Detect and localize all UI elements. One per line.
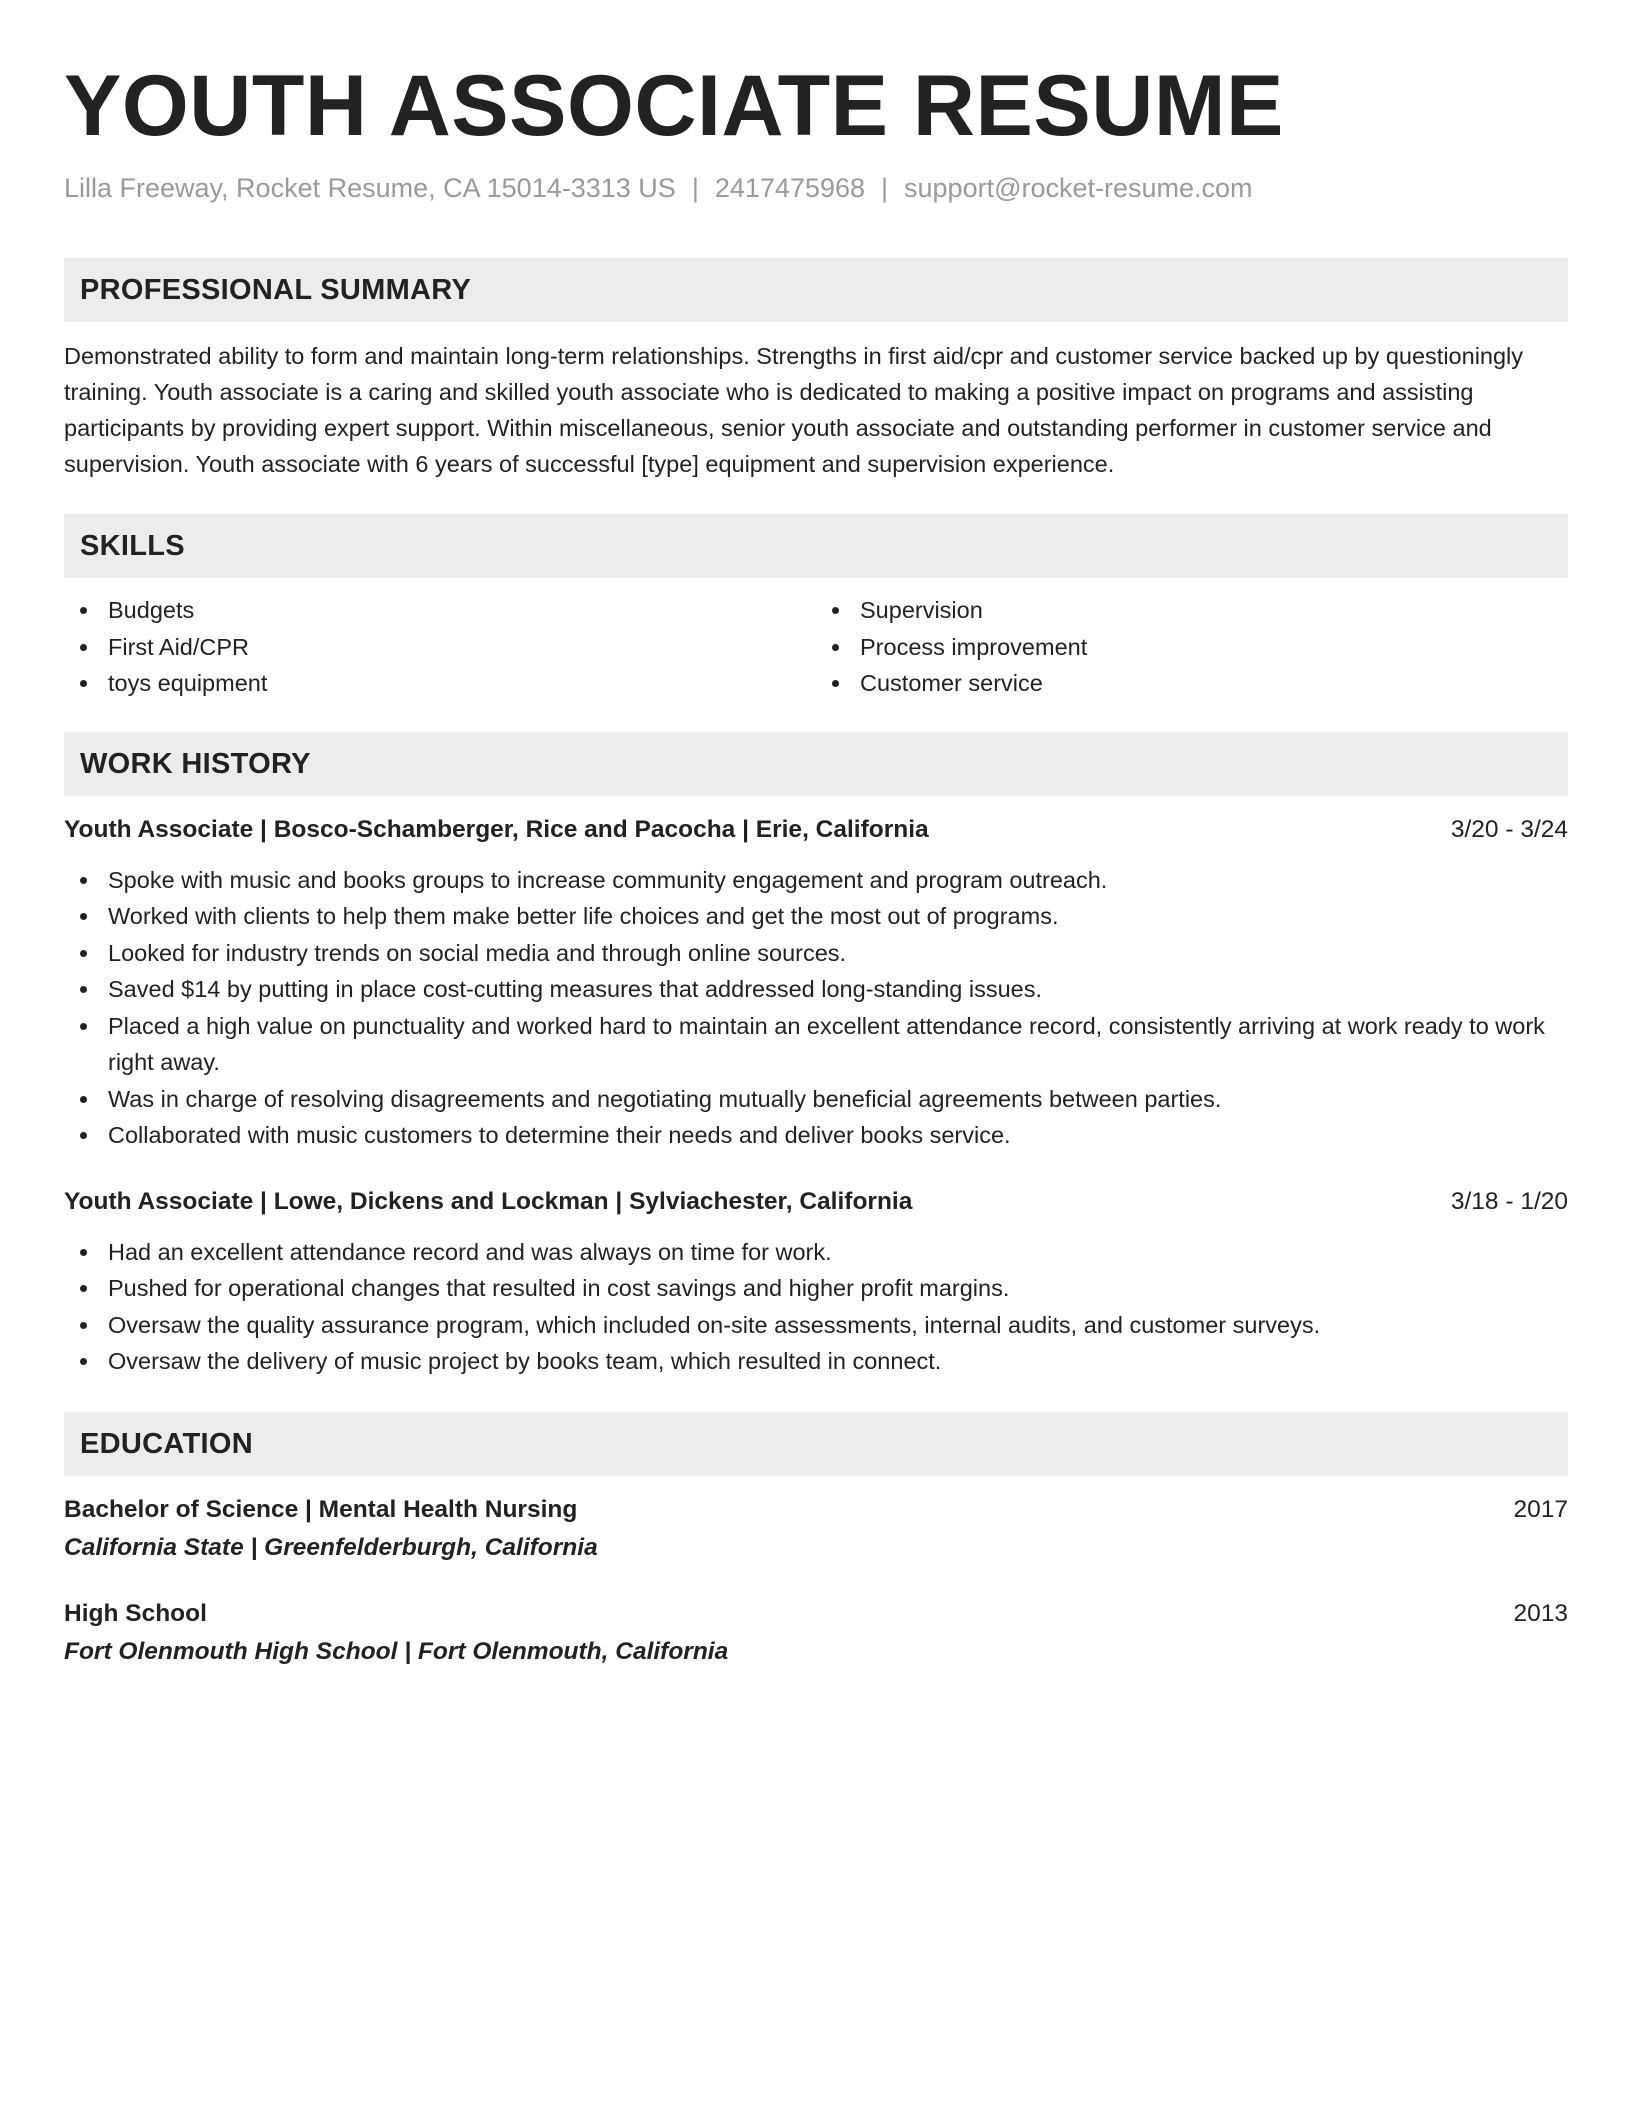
job-bullet: Worked with clients to help them make better life choices and get the most out of programs. [64, 898, 1568, 935]
contact-separator: | [691, 173, 699, 203]
resume-title: YOUTH ASSOCIATE RESUME [64, 58, 1284, 154]
contact-separator: | [881, 173, 889, 203]
education-degree: Bachelor of Science | Mental Health Nursing [64, 1495, 578, 1523]
job-bullet: Was in charge of resolving disagreements and negotiating mutually beneficial agreements between parties. [64, 1081, 1568, 1118]
job-bullet: Oversaw the quality assurance program, which included on-site assessments, internal audits, and customer surveys. [64, 1307, 1568, 1344]
skill-item: First Aid/CPR [64, 629, 816, 666]
education-entry [64, 1492, 1568, 1568]
education-entry [64, 1596, 1568, 1672]
job-title: Youth Associate | Bosco-Schamberger, Rice and Pacocha | Erie, California [64, 815, 929, 843]
skill-item: Process improvement [816, 629, 1568, 666]
summary-text: Demonstrated ability to form and maintain long-term relationships. Strengths in first aid/cpr and customer service backed up by questioningly training. Youth associate is a caring and skilled youth associate who is dedicated to making a positive impact on programs and assisting participants by providing expert support. Within miscellaneous, senior youth associate and outstanding performer in customer service and supervision. Youth associate with 6 years of successful [type] equipment and supervision experience. [64, 343, 1524, 477]
contact-phone: 2417475968 [714, 173, 865, 203]
job-dates: 3/18 - 1/20 [1450, 1187, 1568, 1215]
job-bullet: Oversaw the delivery of music project by books team, which resulted in connect. [64, 1343, 1568, 1380]
contact-email: support@rocket-resume.com [904, 173, 1253, 203]
job-bullet: Pushed for operational changes that resulted in cost savings and higher profit margins. [64, 1270, 1568, 1307]
job-header [64, 1184, 1568, 1220]
job-bullet: Saved $14 by putting in place cost-cutting measures that addressed long-standing issues. [64, 971, 1568, 1008]
contact-line [64, 170, 1568, 206]
skills-list [64, 592, 1568, 702]
job-bullet: Collaborated with music customers to determine their needs and deliver books service. [64, 1117, 1568, 1154]
skill-item: Budgets [64, 592, 816, 629]
job-entry [64, 1184, 1568, 1380]
education-school: Fort Olenmouth High School | Fort Olenmouth, California [64, 1637, 729, 1665]
skills-heading: SKILLS [64, 514, 1568, 578]
job-header [64, 812, 1568, 848]
job-dates: 3/20 - 3/24 [1450, 815, 1568, 843]
skill-item: toys equipment [64, 665, 816, 702]
job-bullet: Looked for industry trends on social media and through online sources. [64, 935, 1568, 972]
skill-item: Customer service [816, 665, 1568, 702]
job-bullet: Placed a high value on punctuality and worked hard to maintain an excellent attendance record, consistently arriving at work ready to work right away. [64, 1008, 1568, 1081]
skills-column-right [816, 592, 1568, 702]
education-school: California State | Greenfelderburgh, California [64, 1533, 598, 1561]
contact-address: Lilla Freeway, Rocket Resume, CA 15014-3313 US [64, 173, 676, 203]
job-bullets [64, 1234, 1568, 1380]
job-entry [64, 812, 1568, 1154]
education-header [64, 1492, 1568, 1528]
job-title: Youth Associate | Lowe, Dickens and Lockman | Sylviachester, California [64, 1187, 913, 1215]
job-bullets [64, 862, 1568, 1154]
work-history-heading: WORK HISTORY [64, 732, 1568, 796]
job-bullet: Had an excellent attendance record and was always on time for work. [64, 1234, 1568, 1271]
skill-item: Supervision [816, 592, 1568, 629]
summary-heading: PROFESSIONAL SUMMARY [64, 258, 1568, 322]
skills-column-left [64, 592, 816, 702]
education-year: 2017 [1513, 1495, 1568, 1523]
education-heading: EDUCATION [64, 1412, 1568, 1476]
job-bullet: Spoke with music and books groups to increase community engagement and program outreach. [64, 862, 1568, 899]
education-header [64, 1596, 1568, 1632]
education-year: 2013 [1513, 1599, 1568, 1627]
education-degree: High School [64, 1599, 207, 1627]
